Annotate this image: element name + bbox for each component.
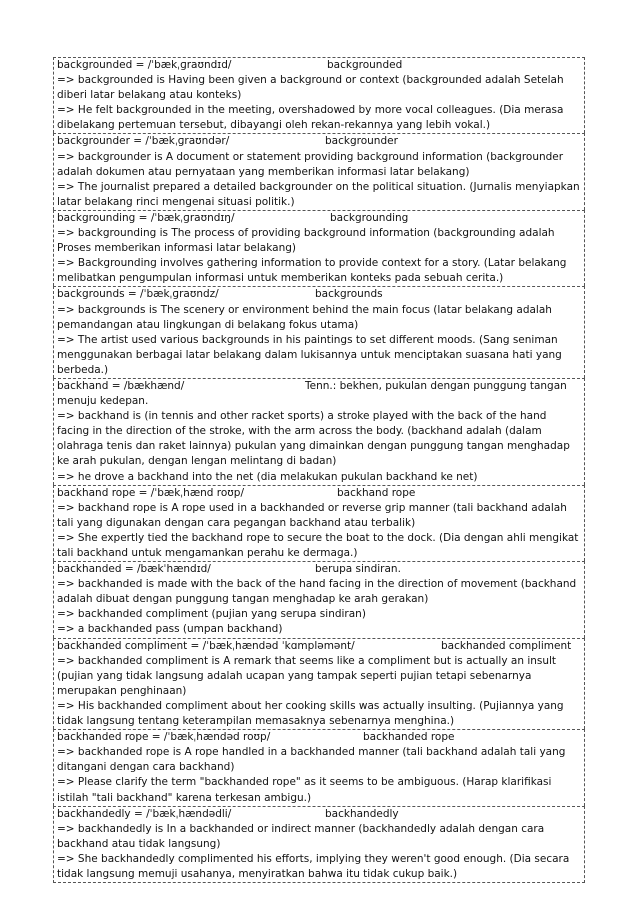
example-line: => Please clarify the term "backhanded rope" as it seems to be ambiguous. (Harap klarifikasi istilah "tali backhand" karena terkesan ambigu.) (57, 776, 552, 804)
headword: backhand = /bækhænd/ (57, 379, 185, 392)
entry-header (57, 379, 581, 409)
definition-line: => backhanded compliment is A remark that seems like a compliment but is actually an insult (pujian yang tidak langsung adalah ucapan yang tampak seperti pujian tetapi sebenarnya merupakan penghinaan) (57, 654, 557, 697)
entry-header (57, 562, 581, 577)
dictionary-entry (53, 638, 585, 730)
dictionary-entry (53, 210, 585, 286)
example-line: => She backhandedly complimented his efforts, implying they weren't good enough. (Dia secara tidak langsung memuji usahanya, menyiratkan bahwa itu tidak cukup baik.) (57, 852, 570, 880)
definition-line: => backgrounded is Having been given a background or context (backgrounded adalah Setelah diberi latar belakang atau konteks) (57, 74, 564, 102)
entry-header (57, 211, 581, 226)
dictionary-entry (53, 729, 585, 805)
entry-header (57, 730, 581, 745)
headword-translation: backhanded compliment (441, 639, 572, 652)
headword-translation: backhand rope (337, 486, 416, 499)
dictionary-entry (53, 561, 585, 637)
example-line: => he drove a backhand into the net (dia melakukan pukulan backhand ke net) (57, 470, 478, 483)
entry-header (57, 58, 581, 73)
headword-translation: backgrounder (325, 135, 398, 148)
headword-translation: backhandedly (325, 807, 399, 820)
headword-translation: Tenn.: bekhen, pukulan dengan punggung tangan menuju kedepan. (57, 379, 567, 408)
headword: backgrounder = /ˈbækˌɡraʊndər/ (57, 135, 230, 148)
entry-header (57, 807, 581, 822)
headword: backgrounding = /ˈbækˌɡraʊndɪŋ/ (57, 211, 235, 224)
headword-translation: backhanded rope (363, 731, 455, 744)
example-line: => a backhanded pass (umpan backhand) (57, 623, 283, 636)
example-line: => Backgrounding involves gathering information to provide context for a story. (Latar belakang melibatkan pengumpulan informasi untuk memberikan konteks pada sebuah cerita.) (57, 257, 567, 285)
headword: backhanded rope = /ˈbækˌhændəd roʊp/ (57, 731, 271, 744)
dictionary-entry (53, 286, 585, 378)
definition-line: => backhand rope is A rope used in a backhanded or reverse grip manner (tali backhand adalah tali yang digunakan dengan cara pegangan backhand atau terbalik) (57, 501, 567, 529)
headword-translation: backgrounding (330, 211, 409, 224)
entry-header (57, 639, 581, 654)
example-line: => She expertly tied the backhand rope to secure the boat to the dock. (Dia dengan ahli mengikat tali backhand untuk mengamankan perahu ke dermaga.) (57, 531, 579, 559)
dictionary-entry (53, 378, 585, 485)
dictionary-entry (53, 133, 585, 209)
dictionary-entry (53, 485, 585, 561)
dictionary-entry (53, 806, 585, 883)
entry-header (57, 287, 581, 302)
example-line: => The journalist prepared a detailed backgrounder on the political situation. (Jurnalis menyiapkan latar belakang rinci mengenai situasi politik.) (57, 180, 580, 208)
example-line: => The artist used various backgrounds in his paintings to set different moods. (Sang seniman menggunakan berbagai latar belakang dalam lukisannya untuk menciptakan suasana hati yang berbeda.) (57, 333, 562, 376)
headword: backhandedly = /ˈbækˌhændədli/ (57, 807, 232, 820)
definition-line: => backgrounder is A document or statement providing background information (backgrounder adalah dokumen atau pernyataan yang memberikan informasi latar belakang) (57, 150, 564, 178)
headword: backhanded = /bækˈhændɪd/ (57, 563, 211, 576)
definition-line: => backhandedly is In a backhanded or indirect manner (backhandedly adalah dengan cara backhand atau tidak langsung) (57, 822, 545, 850)
headword: backhanded compliment = /ˈbækˌhændəd ˈkɑmpləmənt/ (57, 639, 355, 652)
definition-line: => backgrounding is The process of providing background information (backgrounding adalah Proses memberikan informasi latar belakang) (57, 227, 555, 255)
headword-translation: berupa sindiran. (315, 563, 401, 576)
definition-line: => backhand is (in tennis and other racket sports) a stroke played with the back of the hand facing in the direction of the stroke, with the arm across the body. (backhand adalah (dalam olahraga tenis dan raket lainnya) pukulan yang dimainkan dengan punggung tangan menghadap ke arah pukulan, dengan lengan melintang di badan) (57, 410, 570, 468)
example-line: => His backhanded compliment about her cooking skills was actually insulting. (Pujiannya yang tidak langsung tentang keterampilan memasaknya sebenarnya menghina.) (57, 699, 564, 728)
entry-header (57, 486, 581, 501)
dictionary-document (53, 57, 585, 883)
dictionary-entry (53, 57, 585, 133)
example-line: => backhanded compliment (pujian yang serupa sindiran) (57, 608, 366, 621)
definition-line: => backhanded rope is A rope handled in a backhanded manner (tali backhand adalah tali yang ditangani dengan cara backhand) (57, 746, 566, 774)
headword-translation: backgrounds (315, 288, 383, 301)
example-line: => He felt backgrounded in the meeting, overshadowed by more vocal colleagues. (Dia merasa dibelakang pertemuan tersebut, dibayangi oleh rekan-rekannya yang lebih vokal.) (57, 104, 564, 132)
definition-line: => backhanded is made with the back of the hand facing in the direction of movement (backhand adalah dibuat dengan punggung tangan menghadap ke arah gerakan) (57, 578, 577, 606)
definition-line: => backgrounds is The scenery or environment behind the main focus (latar belakang adalah pemandangan atau lingkungan di belakang fokus utama) (57, 303, 552, 331)
headword-translation: backgrounded (327, 59, 403, 71)
headword: backhand rope = /ˈbækˌhænd roʊp/ (57, 486, 244, 499)
headword: backgrounds = /ˈbækˌɡraʊndz/ (57, 288, 219, 301)
headword: backgrounded = /ˈbækˌɡraʊndɪd/ (57, 59, 232, 71)
entry-header (57, 134, 581, 149)
